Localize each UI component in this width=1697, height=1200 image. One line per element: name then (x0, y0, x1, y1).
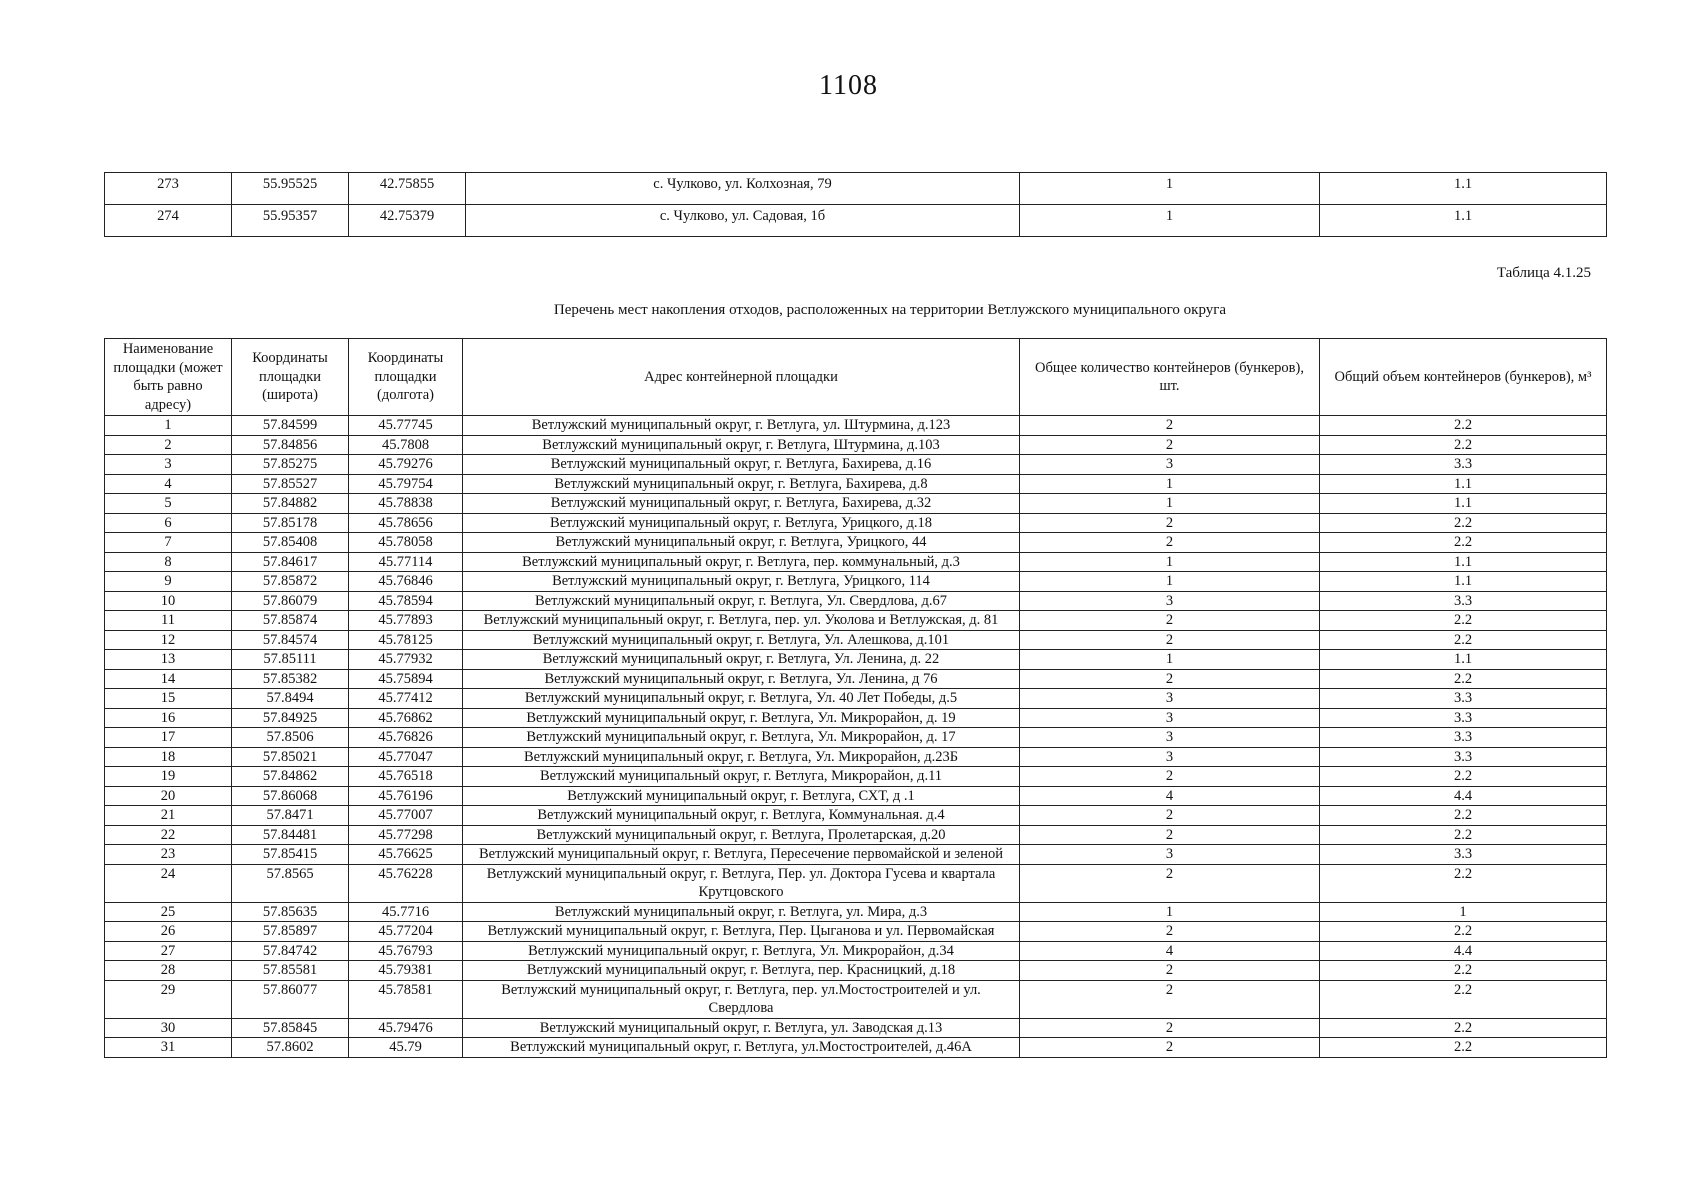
cell-volume: 2.2 (1320, 980, 1607, 1018)
cell-volume: 3.3 (1320, 591, 1607, 611)
cell-volume: 1.1 (1320, 494, 1607, 514)
cell-lon: 45.76625 (349, 845, 463, 865)
cell-address: Ветлужский муниципальный округ, г. Ветлуга, Микрорайон, д.11 (463, 767, 1020, 787)
cell-volume: 3.3 (1320, 747, 1607, 767)
cell-lon: 45.75894 (349, 669, 463, 689)
cell-id: 3 (105, 455, 232, 475)
table-row (105, 980, 1607, 1018)
cell-count: 2 (1020, 825, 1320, 845)
cell-lat: 57.8494 (232, 689, 349, 709)
cell-volume: 1.1 (1320, 205, 1607, 237)
header-lon: Координаты площадки (долгота) (349, 339, 463, 416)
cell-address: Ветлужский муниципальный округ, г. Ветлуга, Ул. Свердлова, д.67 (463, 591, 1020, 611)
cell-count: 2 (1020, 922, 1320, 942)
cell-lon: 42.75379 (349, 205, 466, 237)
cell-volume: 1.1 (1320, 572, 1607, 592)
cell-volume: 2.2 (1320, 669, 1607, 689)
cell-address: Ветлужский муниципальный округ, г. Ветлуга, Ул. Микрорайон, д.23Б (463, 747, 1020, 767)
table-row (105, 806, 1607, 826)
cell-address: Ветлужский муниципальный округ, г. Ветлуга, Ул. 40 Лет Победы, д.5 (463, 689, 1020, 709)
cell-count: 1 (1020, 902, 1320, 922)
cell-id: 18 (105, 747, 232, 767)
cell-volume: 1.1 (1320, 474, 1607, 494)
cell-address: Ветлужский муниципальный округ, г. Ветлуга, Ул. Микрорайон, д. 17 (463, 728, 1020, 748)
cell-lon: 45.79276 (349, 455, 463, 475)
table-row (105, 650, 1607, 670)
table-row (105, 728, 1607, 748)
cell-id: 20 (105, 786, 232, 806)
cell-count: 3 (1020, 689, 1320, 709)
table-header-row (105, 339, 1607, 416)
cell-address: Ветлужский муниципальный округ, г. Ветлуга, пер. Красницкий, д.18 (463, 961, 1020, 981)
cell-count: 1 (1020, 494, 1320, 514)
cell-id: 6 (105, 513, 232, 533)
table-row (105, 669, 1607, 689)
cell-lon: 45.79476 (349, 1018, 463, 1038)
cell-id: 2 (105, 435, 232, 455)
cell-count: 4 (1020, 941, 1320, 961)
cell-lat: 57.84574 (232, 630, 349, 650)
table-row (105, 474, 1607, 494)
cell-volume: 2.2 (1320, 1018, 1607, 1038)
cell-lat: 57.8471 (232, 806, 349, 826)
cell-lon: 45.79 (349, 1038, 463, 1058)
cell-id: 31 (105, 1038, 232, 1058)
cell-lon: 45.76826 (349, 728, 463, 748)
cell-volume: 3.3 (1320, 455, 1607, 475)
cell-lon: 45.78125 (349, 630, 463, 650)
cell-address: Ветлужский муниципальный округ, г. Ветлуга, ул. Заводская д.13 (463, 1018, 1020, 1038)
cell-lon: 45.79754 (349, 474, 463, 494)
cell-lat: 57.84882 (232, 494, 349, 514)
cell-address: Ветлужский муниципальный округ, г. Ветлуга, Ул. Микрорайон, д.34 (463, 941, 1020, 961)
cell-count: 2 (1020, 1038, 1320, 1058)
cell-id: 23 (105, 845, 232, 865)
table-row (105, 961, 1607, 981)
cell-lat: 57.86068 (232, 786, 349, 806)
cell-lat: 57.84742 (232, 941, 349, 961)
cell-id: 14 (105, 669, 232, 689)
table-row (105, 922, 1607, 942)
cell-count: 2 (1020, 1018, 1320, 1038)
header-count: Общее количество контейнеров (бункеров), шт. (1020, 339, 1320, 416)
cell-id: 15 (105, 689, 232, 709)
table-row (105, 533, 1607, 553)
cell-lat: 57.85415 (232, 845, 349, 865)
waste-sites-table (104, 338, 1607, 1058)
cell-lon: 42.75855 (349, 173, 466, 205)
cell-count: 2 (1020, 806, 1320, 826)
table-row (105, 864, 1607, 902)
cell-lat: 57.85581 (232, 961, 349, 981)
cell-volume: 3.3 (1320, 708, 1607, 728)
cell-count: 1 (1020, 650, 1320, 670)
cell-lat: 57.84862 (232, 767, 349, 787)
table-row (105, 1018, 1607, 1038)
cell-volume: 2.2 (1320, 416, 1607, 436)
cell-lon: 45.77745 (349, 416, 463, 436)
cell-lat: 57.85527 (232, 474, 349, 494)
cell-count: 2 (1020, 630, 1320, 650)
cell-count: 2 (1020, 961, 1320, 981)
cell-lat: 57.85874 (232, 611, 349, 631)
cell-lon: 45.77932 (349, 650, 463, 670)
cell-lat: 57.84481 (232, 825, 349, 845)
cell-id: 29 (105, 980, 232, 1018)
cell-volume: 3.3 (1320, 728, 1607, 748)
cell-lat: 57.85178 (232, 513, 349, 533)
cell-lon: 45.76846 (349, 572, 463, 592)
cell-id: 274 (105, 205, 232, 237)
cell-lat: 57.85635 (232, 902, 349, 922)
cell-volume: 2.2 (1320, 435, 1607, 455)
cell-lon: 45.7808 (349, 435, 463, 455)
cell-lat: 57.85897 (232, 922, 349, 942)
cell-count: 4 (1020, 786, 1320, 806)
cell-address: Ветлужский муниципальный округ, г. Ветлуга, Бахирева, д.16 (463, 455, 1020, 475)
cell-lon: 45.76862 (349, 708, 463, 728)
cell-lon: 45.77298 (349, 825, 463, 845)
cell-id: 12 (105, 630, 232, 650)
cell-id: 11 (105, 611, 232, 631)
table-row (105, 1038, 1607, 1058)
table-label: Таблица 4.1.25 (1496, 265, 1591, 281)
cell-lon: 45.77114 (349, 552, 463, 572)
cell-count: 2 (1020, 980, 1320, 1018)
cell-volume: 2.2 (1320, 513, 1607, 533)
cell-lat: 57.84856 (232, 435, 349, 455)
header-address: Адрес контейнерной площадки (463, 339, 1020, 416)
cell-count: 3 (1020, 708, 1320, 728)
cell-address: Ветлужский муниципальный округ, г. Ветлуга, Пер. ул. Доктора Гусева и квартала Крутцовского (463, 864, 1020, 902)
cell-address: Ветлужский муниципальный округ, г. Ветлуга, Пер. Цыганова и ул. Первомайская (463, 922, 1020, 942)
cell-id: 5 (105, 494, 232, 514)
cell-address: Ветлужский муниципальный округ, г. Ветлуга, пер. ул. Уколова и Ветлужская, д. 81 (463, 611, 1020, 631)
cell-lon: 45.79381 (349, 961, 463, 981)
table-row (105, 708, 1607, 728)
cell-lat: 57.85382 (232, 669, 349, 689)
cell-count: 3 (1020, 455, 1320, 475)
cell-lat: 57.85845 (232, 1018, 349, 1038)
cell-id: 1 (105, 416, 232, 436)
cell-lon: 45.7716 (349, 902, 463, 922)
cell-id: 9 (105, 572, 232, 592)
cell-volume: 3.3 (1320, 689, 1607, 709)
cell-address: Ветлужский муниципальный округ, г. Ветлуга, Ул. Ленина, д. 22 (463, 650, 1020, 670)
cell-address: Ветлужский муниципальный округ, г. Ветлуга, Бахирева, д.8 (463, 474, 1020, 494)
cell-volume: 2.2 (1320, 630, 1607, 650)
cell-address: Ветлужский муниципальный округ, г. Ветлуга, пер. ул.Мостостроителей и ул. Свердлова (463, 980, 1020, 1018)
cell-id: 13 (105, 650, 232, 670)
table-row (105, 591, 1607, 611)
cell-volume: 3.3 (1320, 845, 1607, 865)
cell-count: 1 (1020, 572, 1320, 592)
cell-lat: 57.84599 (232, 416, 349, 436)
table-row (105, 572, 1607, 592)
table-row (105, 630, 1607, 650)
cell-volume: 2.2 (1320, 806, 1607, 826)
table-row (105, 513, 1607, 533)
cell-volume: 2.2 (1320, 961, 1607, 981)
cell-volume: 2.2 (1320, 864, 1607, 902)
cell-volume: 1.1 (1320, 650, 1607, 670)
cell-address: Ветлужский муниципальный округ, г. Ветлуга, Штурмина, д.103 (463, 435, 1020, 455)
cell-lon: 45.78581 (349, 980, 463, 1018)
cell-id: 10 (105, 591, 232, 611)
cell-id: 21 (105, 806, 232, 826)
cell-lon: 45.77412 (349, 689, 463, 709)
table-caption: Перечень мест накопления отходов, расположенных на территории Ветлужского муниципального округа (553, 302, 1227, 318)
cell-lon: 45.78058 (349, 533, 463, 553)
cell-volume: 4.4 (1320, 941, 1607, 961)
cell-id: 4 (105, 474, 232, 494)
cell-lat: 57.85275 (232, 455, 349, 475)
cell-count: 3 (1020, 728, 1320, 748)
cell-count: 2 (1020, 533, 1320, 553)
cell-address: Ветлужский муниципальный округ, г. Ветлуга, Урицкого, д.18 (463, 513, 1020, 533)
cell-id: 25 (105, 902, 232, 922)
cell-id: 28 (105, 961, 232, 981)
cell-volume: 1 (1320, 902, 1607, 922)
cell-id: 8 (105, 552, 232, 572)
cell-lon: 45.78838 (349, 494, 463, 514)
table-row (105, 747, 1607, 767)
table-body (105, 416, 1607, 1058)
header-volume: Общий объем контейнеров (бункеров), м³ (1320, 339, 1607, 416)
cell-address: Ветлужский муниципальный округ, г. Ветлуга, Ул. Ленина, д 76 (463, 669, 1020, 689)
cell-address: Ветлужский муниципальный округ, г. Ветлуга, ул. Штурмина, д.123 (463, 416, 1020, 436)
page-number: 1108 (819, 70, 878, 101)
cell-id: 24 (105, 864, 232, 902)
cell-id: 19 (105, 767, 232, 787)
cell-address: Ветлужский муниципальный округ, г. Ветлуга, Коммунальная. д.4 (463, 806, 1020, 826)
cell-address: Ветлужский муниципальный округ, г. Ветлуга, Урицкого, 44 (463, 533, 1020, 553)
cell-lon: 45.76518 (349, 767, 463, 787)
cell-count: 1 (1020, 173, 1320, 205)
cell-volume: 2.2 (1320, 533, 1607, 553)
cell-id: 17 (105, 728, 232, 748)
table-row (105, 941, 1607, 961)
table-row (105, 494, 1607, 514)
cell-id: 26 (105, 922, 232, 942)
cell-lat: 55.95357 (232, 205, 349, 237)
cell-lat: 57.86079 (232, 591, 349, 611)
cell-address: Ветлужский муниципальный округ, г. Ветлуга, Бахирева, д.32 (463, 494, 1020, 514)
cell-lat: 57.85111 (232, 650, 349, 670)
cell-lat: 57.8506 (232, 728, 349, 748)
table-row (105, 767, 1607, 787)
cell-lon: 45.77893 (349, 611, 463, 631)
cell-count: 1 (1020, 474, 1320, 494)
cell-lat: 57.84617 (232, 552, 349, 572)
cell-lon: 45.77204 (349, 922, 463, 942)
cell-lat: 57.8602 (232, 1038, 349, 1058)
cell-volume: 2.2 (1320, 767, 1607, 787)
cell-address: Ветлужский муниципальный округ, г. Ветлуга, Урицкого, 114 (463, 572, 1020, 592)
cell-count: 2 (1020, 611, 1320, 631)
cell-lon: 45.78594 (349, 591, 463, 611)
cell-address: с. Чулково, ул. Садовая, 1б (466, 205, 1020, 237)
cell-address: Ветлужский муниципальный округ, г. Ветлуга, Ул. Микрорайон, д. 19 (463, 708, 1020, 728)
table-row (105, 435, 1607, 455)
table-row (105, 205, 1607, 237)
cell-address: с. Чулково, ул. Колхозная, 79 (466, 173, 1020, 205)
cell-address: Ветлужский муниципальный округ, г. Ветлуга, ул.Мостостроителей, д.46А (463, 1038, 1020, 1058)
cell-address: Ветлужский муниципальный округ, г. Ветлуга, Пролетарская, д.20 (463, 825, 1020, 845)
table-row (105, 845, 1607, 865)
cell-lat: 57.85408 (232, 533, 349, 553)
table-row (105, 611, 1607, 631)
table-row (105, 416, 1607, 436)
table-row (105, 552, 1607, 572)
cell-id: 7 (105, 533, 232, 553)
cell-lon: 45.76228 (349, 864, 463, 902)
cell-lat: 57.85872 (232, 572, 349, 592)
cell-lon: 45.76196 (349, 786, 463, 806)
continuation-table (104, 172, 1607, 237)
cell-count: 2 (1020, 767, 1320, 787)
cell-id: 30 (105, 1018, 232, 1038)
cell-lat: 55.95525 (232, 173, 349, 205)
header-lat: Координаты площадки (широта) (232, 339, 349, 416)
cell-volume: 1.1 (1320, 173, 1607, 205)
cell-count: 2 (1020, 669, 1320, 689)
cell-lat: 57.8565 (232, 864, 349, 902)
cell-id: 22 (105, 825, 232, 845)
table-row (105, 902, 1607, 922)
cell-volume: 4.4 (1320, 786, 1607, 806)
cell-address: Ветлужский муниципальный округ, г. Ветлуга, ул. Мира, д.3 (463, 902, 1020, 922)
table-row (105, 173, 1607, 205)
cell-lon: 45.77007 (349, 806, 463, 826)
cell-count: 2 (1020, 416, 1320, 436)
table-row (105, 825, 1607, 845)
cell-id: 16 (105, 708, 232, 728)
cell-count: 2 (1020, 864, 1320, 902)
cell-count: 3 (1020, 845, 1320, 865)
cell-count: 1 (1020, 205, 1320, 237)
cell-volume: 2.2 (1320, 1038, 1607, 1058)
table-row (105, 455, 1607, 475)
cell-count: 2 (1020, 513, 1320, 533)
cell-count: 3 (1020, 591, 1320, 611)
cell-count: 2 (1020, 435, 1320, 455)
cell-lat: 57.84925 (232, 708, 349, 728)
cell-address: Ветлужский муниципальный округ, г. Ветлуга, Пересечение первомайской и зеленой (463, 845, 1020, 865)
cell-lon: 45.78656 (349, 513, 463, 533)
cell-lat: 57.86077 (232, 980, 349, 1018)
cell-address: Ветлужский муниципальный округ, г. Ветлуга, СХТ, д .1 (463, 786, 1020, 806)
cell-lat: 57.85021 (232, 747, 349, 767)
cell-id: 27 (105, 941, 232, 961)
table-row (105, 689, 1607, 709)
cell-lon: 45.76793 (349, 941, 463, 961)
header-name: Наименование площадки (может быть равно адресу) (105, 339, 232, 416)
cell-count: 1 (1020, 552, 1320, 572)
cell-id: 273 (105, 173, 232, 205)
cell-volume: 1.1 (1320, 552, 1607, 572)
cell-volume: 2.2 (1320, 611, 1607, 631)
cell-address: Ветлужский муниципальный округ, г. Ветлуга, Ул. Алешкова, д.101 (463, 630, 1020, 650)
table-row (105, 786, 1607, 806)
cell-lon: 45.77047 (349, 747, 463, 767)
cell-address: Ветлужский муниципальный округ, г. Ветлуга, пер. коммунальный, д.3 (463, 552, 1020, 572)
cell-volume: 2.2 (1320, 825, 1607, 845)
cell-volume: 2.2 (1320, 922, 1607, 942)
cell-count: 3 (1020, 747, 1320, 767)
